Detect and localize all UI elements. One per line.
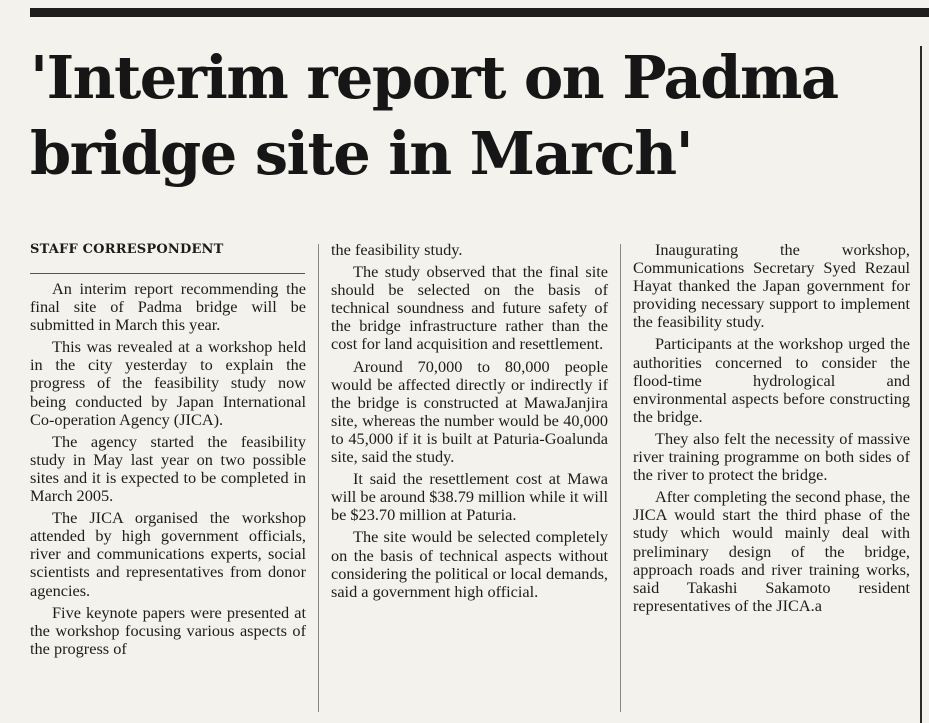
paragraph: Around 70,000 to 80,000 people would be affected directly or indirectly if the bridge is constructed at MawaJanjira site, whereas the number would be 40,000 to 45,000 if it is built at Paturia-Goalunda site, said the study. [331, 356, 608, 467]
paragraph: Five keynote papers were presented at the workshop focusing various aspects of the progress of [30, 602, 306, 658]
paragraph: An interim report recommending the final site of Padma bridge will be submitted in March this year. [30, 279, 306, 335]
paragraph: This was revealed at a workshop held in the city yesterday to explain the progress of the feasibility study now being conducted by Japan International Co-operation Agency (JICA). [30, 337, 306, 429]
article-column-1 [30, 241, 306, 662]
paragraph: After completing the second phase, the JICA would start the third phase of the study which would mainly deal with preliminary design of the bridge, approach roads and river training works, said Takashi Sakamoto resident representatives of the JICA.a [633, 487, 910, 615]
right-column-rule [920, 46, 922, 723]
paragraph: It said the resettlement cost at Mawa will be around $38.79 million while it will be $23.70 million at Paturia. [331, 469, 608, 525]
article-column-3 [633, 241, 910, 619]
column-divider [620, 244, 621, 712]
paragraph: The study observed that the final site should be selected on the basis of technical soundness and future safety of the bridge infrastructure rather than the cost for land acquisition and resettlement. [331, 262, 608, 354]
paragraph: Inaugurating the workshop, Communications Secretary Syed Rezaul Hayat thanked the Japan government for providing necessary support to implement the feasibility study. [633, 240, 910, 332]
byline: STAFF CORRESPONDENT [30, 241, 305, 274]
column-divider [318, 244, 319, 712]
paragraph: The agency started the feasibility study in May last year on two possible sites and it is expected to be completed in March 2005. [30, 431, 306, 506]
paragraph: They also felt the necessity of massive river training programme on both sides of the river to protect the bridge. [633, 428, 910, 485]
article-column-2 [331, 241, 608, 605]
top-rule [30, 8, 929, 17]
paragraph: The site would be selected completely on the basis of technical aspects without considering the political or local demands, said a government high official. [331, 527, 608, 601]
paragraph: The JICA organised the workshop attended by high government officials, river and communications experts, social scientists and representatives from donor agencies. [30, 508, 306, 600]
paragraph: the feasibility study. [331, 240, 463, 259]
paragraph: Participants at the workshop urged the authorities concerned to consider the flood-time hydrological and environmental aspects before constructing the bridge. [633, 334, 910, 426]
headline: 'Interim report on Padma bridge site in March' [30, 43, 838, 188]
